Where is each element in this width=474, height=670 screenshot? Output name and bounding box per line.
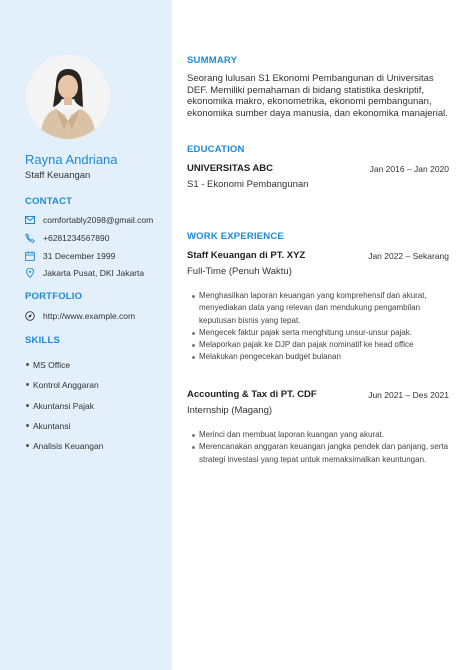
summary-text: Seorang lulusan S1 Ekonomi Pembangunan di Universitas DEF. Memiliki pemahaman di bidang statistika deskriptif, ekonomika makro, ekonometrika, ekonomi pembangunan, ekonomika sumber daya manusia, dan ekonomika manajerial. xyxy=(187,73,448,119)
profile-name: Rayna Andriana xyxy=(25,152,118,167)
portfolio-url[interactable]: http://www.example.com xyxy=(43,311,136,321)
job-title: Staff Keuangan di PT. XYZ xyxy=(187,250,306,261)
bullet-item: Melaporkan pajak ke DJP dan pajak nominatif ke head office xyxy=(192,339,454,351)
portfolio-heading: PORTFOLIO xyxy=(25,291,83,302)
job-type: Full-Time (Penuh Waktu) xyxy=(187,266,292,277)
skill-item: MS Office xyxy=(26,360,70,370)
skill-item: Akuntansi xyxy=(26,421,70,431)
calendar-icon xyxy=(25,251,35,261)
contact-location xyxy=(25,268,144,278)
contact-phone[interactable] xyxy=(25,233,109,243)
location-icon xyxy=(25,268,35,278)
job-dates: Jan 2022 – Sekarang xyxy=(368,251,449,261)
profile-role: Staff Keuangan xyxy=(25,170,91,181)
education-degree: S1 - Ekonomi Pembangunan xyxy=(187,179,309,190)
summary-heading: SUMMARY xyxy=(187,55,238,66)
education-school: UNIVERSITAS ABC xyxy=(187,163,274,174)
skill-item: Kontrol Anggaran xyxy=(26,380,99,390)
phone-icon xyxy=(25,233,35,243)
job-bullets xyxy=(192,290,454,364)
contact-birthdate xyxy=(25,251,115,261)
education-dates: Jan 2016 – Jan 2020 xyxy=(369,164,449,174)
job-bullets xyxy=(192,429,454,466)
contact-heading: CONTACT xyxy=(25,196,73,207)
skill-item: Akuntansi Pajak xyxy=(26,401,94,411)
bullet-item: Merinci dan membuat laporan kuangan yang akurat. xyxy=(192,429,454,441)
skill-item: Analisis Keuangan xyxy=(26,441,103,451)
bullet-item: Mengecek faktur pajak serta menghitung unsur-unsur pajak. xyxy=(192,327,454,339)
email-icon xyxy=(25,215,35,225)
contact-email-text: comfortably2098@gmail.com xyxy=(43,215,154,225)
experience-heading: WORK EXPERIENCE xyxy=(187,231,284,242)
job-dates: Jun 2021 – Des 2021 xyxy=(368,390,449,400)
job-type: Internship (Magang) xyxy=(187,405,273,416)
bullet-item: Melakukan pengecekan budget bulanan xyxy=(192,351,454,363)
contact-birthdate-text: 31 December 1999 xyxy=(43,251,116,261)
bullet-item: Merencanakan anggaran keuangan jangka pendek dan panjang, serta strategi investasi yang tepat untuk memaksimalkan keuntungan. xyxy=(192,441,454,466)
contact-location-text: Jakarta Pusat, DKI Jakarta xyxy=(43,268,145,278)
compass-icon xyxy=(25,311,35,321)
bullet-item: Menghasilkan laporan keuangan yang komprehensif dan akurat, menyediakan data yang relevan dan mendukung pengambilan keputusan bisnis yang tepat. xyxy=(192,290,454,327)
sidebar xyxy=(0,0,172,670)
contact-email[interactable] xyxy=(25,215,153,225)
education-heading: EDUCATION xyxy=(187,144,245,155)
contact-phone-text: +6281234567890 xyxy=(43,233,110,243)
profile-photo xyxy=(26,55,110,139)
job-title: Accounting & Tax di PT. CDF xyxy=(187,389,317,400)
portfolio-link[interactable] xyxy=(25,311,135,321)
skills-heading: SKILLS xyxy=(25,335,60,346)
